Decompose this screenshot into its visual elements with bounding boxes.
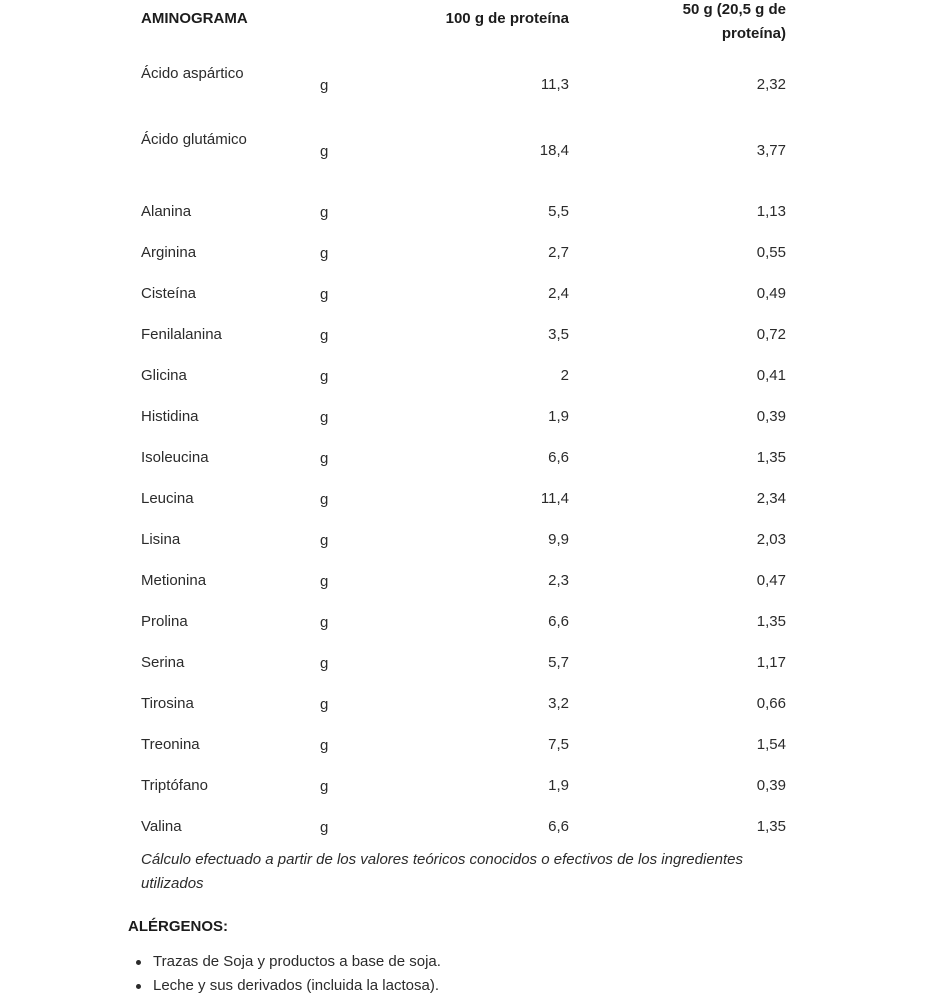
value-per-100g: 2,7: [548, 244, 569, 261]
value-per-100g: 6,6: [548, 613, 569, 630]
table-row: [0, 126, 930, 192]
table-row: [0, 602, 930, 643]
table-row: [0, 274, 930, 315]
value-per-50g: 1,13: [756, 203, 786, 220]
table-row: [0, 356, 930, 397]
allergens-list: [128, 950, 441, 998]
header-aminograma: AMINOGRAMA: [141, 10, 248, 27]
value-per-50g: 3,77: [756, 142, 786, 159]
unit-cell: g: [320, 368, 329, 385]
unit-cell: g: [320, 409, 329, 426]
header-per-50g: 50 g (20,5 g de proteína): [682, 1, 786, 42]
value-per-100g: 1,9: [548, 777, 569, 794]
value-per-100g: 18,4: [539, 142, 569, 159]
amino-acid-name: Serina: [141, 654, 185, 671]
amino-acid-name: Prolina: [141, 613, 188, 630]
value-per-100g: 11,3: [540, 76, 569, 93]
table-header: [0, 0, 930, 52]
table-row: [0, 192, 930, 233]
unit-cell: g: [320, 245, 329, 262]
value-per-100g: 1,9: [548, 408, 569, 425]
amino-acid-name: Glicina: [141, 367, 187, 384]
value-per-100g: 5,7: [548, 654, 569, 671]
allergen-item: [128, 974, 441, 998]
value-per-50g: 0,66: [756, 695, 786, 712]
table-row: [0, 766, 930, 807]
allergen-item: [128, 950, 441, 974]
amino-acid-name: Metionina: [141, 572, 207, 589]
unit-cell: g: [320, 491, 329, 508]
value-per-50g: 2,03: [756, 531, 786, 548]
amino-acid-name: Lisina: [141, 531, 181, 548]
amino-acid-name: Cisteína: [141, 285, 197, 302]
table-row: [0, 520, 930, 561]
value-per-100g: 3,5: [548, 326, 569, 343]
table-row: [0, 643, 930, 684]
table-row: [0, 438, 930, 479]
amino-acid-name: Alanina: [141, 203, 192, 220]
value-per-50g: 2,32: [756, 76, 786, 93]
amino-acid-name: Valina: [141, 818, 182, 835]
value-per-50g: 2,34: [756, 490, 786, 507]
value-per-50g: 0,72: [756, 326, 786, 343]
amino-acid-name: Arginina: [141, 244, 197, 261]
unit-cell: g: [320, 737, 329, 754]
unit-cell: g: [320, 614, 329, 631]
value-per-100g: 2,4: [548, 285, 569, 302]
value-per-50g: 1,35: [756, 449, 786, 466]
value-per-50g: 1,17: [756, 654, 786, 671]
unit-cell: g: [320, 532, 329, 549]
value-per-100g: 7,5: [548, 736, 569, 753]
value-per-50g: 0,39: [756, 408, 786, 425]
bullet-icon: [136, 960, 141, 965]
value-per-50g: 1,54: [756, 736, 786, 753]
value-per-100g: 2: [560, 367, 569, 384]
value-per-100g: 11,4: [540, 490, 569, 507]
value-per-100g: 3,2: [548, 695, 569, 712]
unit-cell: g: [320, 286, 329, 303]
table-body: [0, 60, 930, 848]
table-row: [0, 561, 930, 602]
calculation-note: Cálculo efectuado a partir de los valores teóricos conocidos o efectivos de los ingredientes utilizados: [141, 851, 744, 892]
unit-cell: g: [320, 77, 329, 94]
unit-cell: g: [320, 778, 329, 795]
unit-cell: g: [320, 143, 329, 160]
table-row: [0, 397, 930, 438]
value-per-50g: 0,47: [756, 572, 786, 589]
table-row: [0, 684, 930, 725]
value-per-50g: 0,41: [756, 367, 786, 384]
amino-acid-name: Fenilalanina: [141, 326, 222, 343]
allergen-text: Leche y sus derivados (incluida la lactosa).: [153, 977, 439, 994]
table-row: [0, 60, 930, 126]
table-row: [0, 807, 930, 848]
value-per-50g: 1,35: [756, 818, 786, 835]
allergens-title: ALÉRGENOS:: [128, 918, 229, 935]
unit-cell: g: [320, 696, 329, 713]
value-per-100g: 9,9: [548, 531, 569, 548]
unit-cell: g: [320, 819, 329, 836]
bullet-icon: [136, 984, 141, 989]
value-per-50g: 1,35: [756, 613, 786, 630]
unit-cell: g: [320, 327, 329, 344]
amino-acid-name: Isoleucina: [141, 449, 209, 466]
value-per-100g: 6,6: [548, 449, 569, 466]
header-per-100g: 100 g de proteína: [445, 10, 569, 27]
value-per-50g: 0,49: [756, 285, 786, 302]
table-row: [0, 479, 930, 520]
unit-cell: g: [320, 655, 329, 672]
amino-acid-name: Histidina: [141, 408, 199, 425]
table-row: [0, 315, 930, 356]
amino-acid-name: Tirosina: [141, 695, 194, 712]
value-per-100g: 5,5: [548, 203, 569, 220]
value-per-100g: 6,6: [548, 818, 569, 835]
amino-acid-name: Treonina: [141, 736, 200, 753]
amino-acid-name: Ácido aspártico: [141, 65, 244, 82]
value-per-100g: 2,3: [548, 572, 569, 589]
unit-cell: g: [320, 573, 329, 590]
value-per-50g: 0,39: [756, 777, 786, 794]
unit-cell: g: [320, 204, 329, 221]
value-per-50g: 0,55: [756, 244, 786, 261]
amino-acid-name: Leucina: [141, 490, 194, 507]
amino-acid-name: Ácido glutámico: [141, 131, 247, 148]
amino-acid-name: Triptófano: [141, 777, 208, 794]
allergen-text: Trazas de Soja y productos a base de soja.: [153, 953, 441, 970]
unit-cell: g: [320, 450, 329, 467]
table-row: [0, 233, 930, 274]
table-row: [0, 725, 930, 766]
